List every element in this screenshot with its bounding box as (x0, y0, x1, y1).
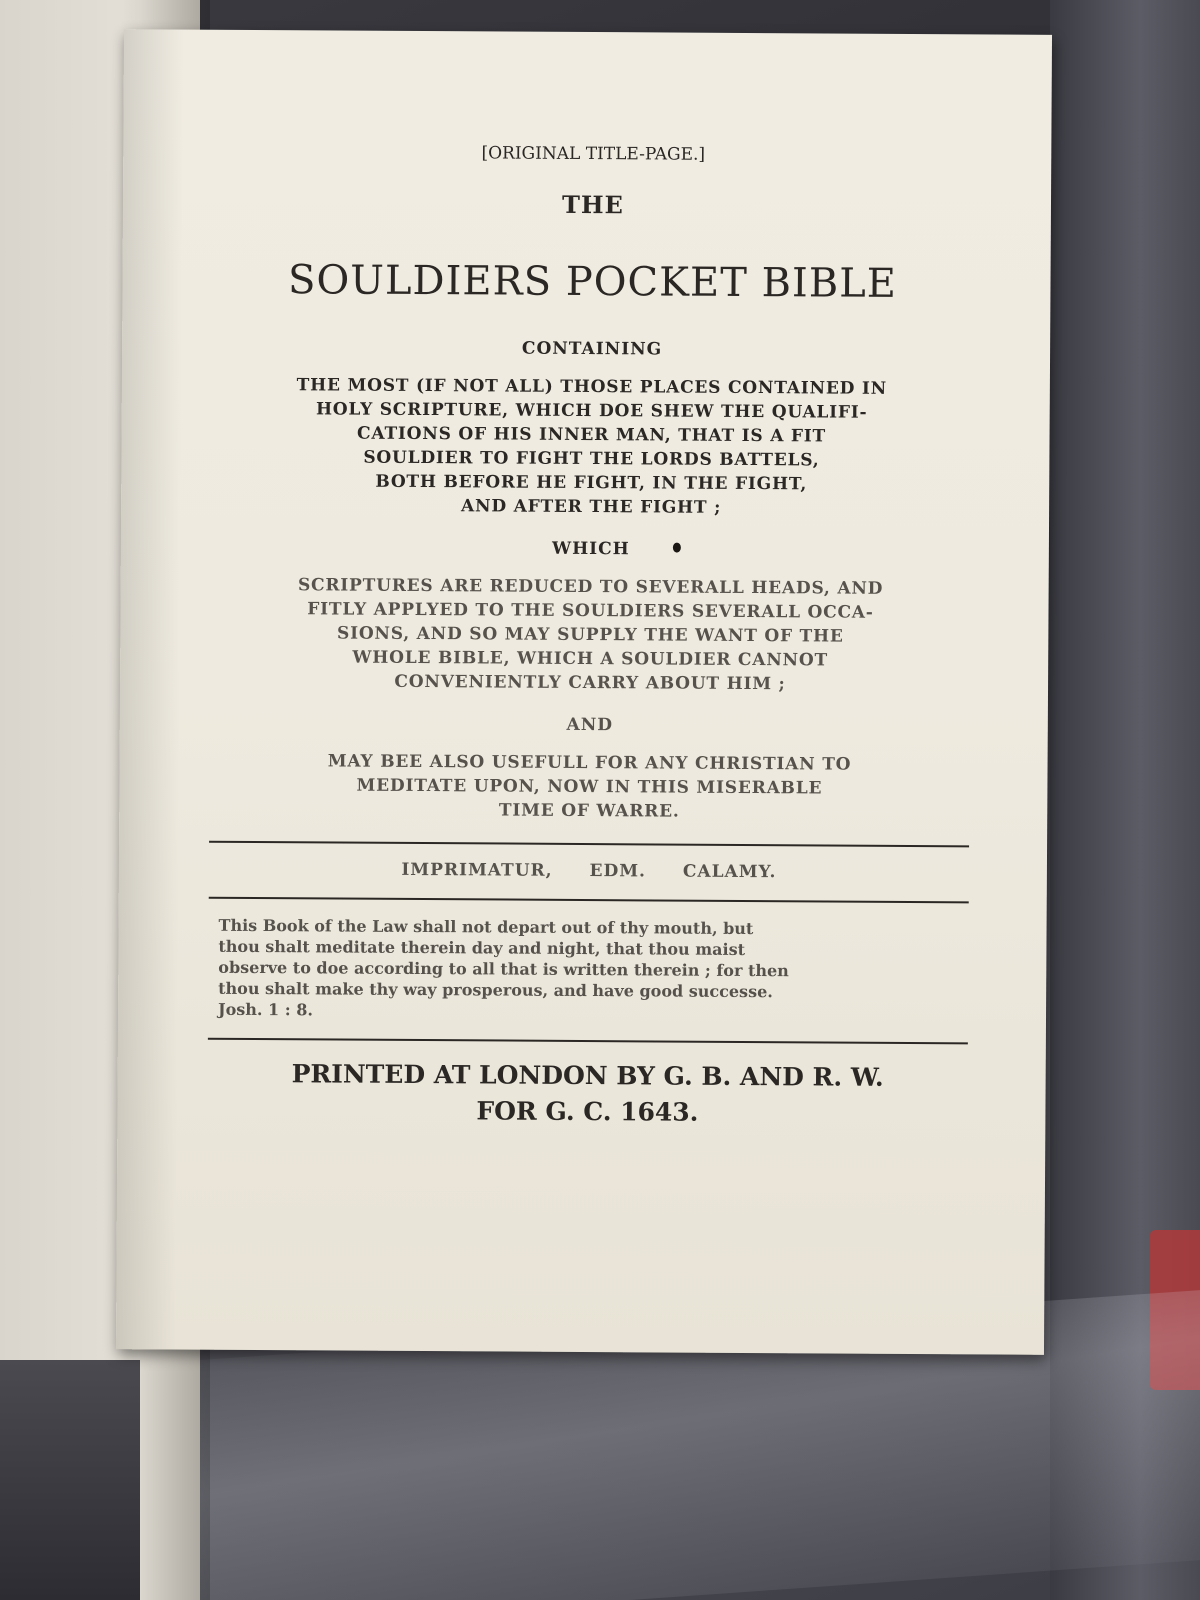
title-page (116, 29, 1052, 1355)
text-line: SOULDIER TO FIGHT THE LORDS BATTELS, (363, 447, 820, 471)
containing-paragraph (211, 373, 972, 522)
imprint-line: FOR G. C. 1643. (476, 1096, 699, 1127)
text-line: CATIONS OF HIS INNER MAN, THAT IS A FIT (357, 423, 827, 447)
text-line: Josh. 1 : 8. (217, 999, 314, 1020)
text-line: TIME OF WARRE. (498, 800, 680, 822)
text-line: observe to doe according to all that is written therein ; for then (218, 957, 789, 981)
and-paragraph (209, 749, 969, 826)
text-line: FITLY APPLYED TO THE SOULDIERS SEVERALL OCCA- (307, 599, 874, 623)
text-line: thou shalt meditate therein day and night, that thou maist (218, 936, 746, 959)
imprimatur-line: IMPRIMATUR, EDM. CALAMY. (401, 859, 777, 883)
title-article: THE (561, 189, 624, 220)
text-line: HOLY SCRIPTURE, WHICH DOE SHEW THE QUALIFI- (315, 399, 868, 423)
text-line: AND AFTER THE FIGHT ; (460, 496, 722, 518)
text-line: thou shalt make thy way prosperous, and have good successe. (218, 978, 773, 1002)
which-heading: WHICH (551, 538, 630, 560)
text-line: SCRIPTURES ARE REDUCED TO SEVERALL HEADS, AND (297, 575, 884, 599)
scripture-quote (218, 915, 959, 1025)
divider-rule (208, 1038, 968, 1045)
book-cover-edge (0, 1360, 140, 1600)
text-line: CONVENIENTLY CARRY ABOUT HIM ; (394, 671, 786, 695)
text-line: THE MOST (IF NOT ALL) THOSE PLACES CONTAINED IN (296, 375, 888, 399)
text-line: SIONS, AND SO MAY SUPPLY THE WANT OF THE (336, 623, 844, 647)
imprint-line: PRINTED AT LONDON BY G. B. AND R. W. (291, 1059, 884, 1092)
page-gutter-shadow (116, 29, 184, 1349)
text-line: MAY BEE ALSO USEFULL FOR ANY CHRISTIAN TO (327, 751, 852, 775)
text-line: This Book of the Law shall not depart out of thy mouth, but (218, 915, 754, 939)
text-line: BOTH BEFORE HE FIGHT, IN THE FIGHT, (375, 471, 808, 495)
divider-rule (209, 841, 969, 848)
title-page-text (207, 142, 973, 1133)
imprint (207, 1056, 967, 1133)
and-heading: AND (566, 714, 614, 736)
text-line: WHOLE BIBLE, WHICH A SOULDIER CANNOT (352, 647, 829, 671)
book-title: SOULDIERS POCKET BIBLE (287, 257, 898, 307)
text-line: MEDITATE UPON, NOW IN THIS MISERABLE (356, 775, 823, 799)
containing-heading: CONTAINING (521, 338, 663, 360)
divider-rule (209, 897, 969, 904)
which-paragraph (210, 573, 971, 698)
original-title-page-label: [ORIGINAL TITLE-PAGE.] (481, 143, 706, 165)
